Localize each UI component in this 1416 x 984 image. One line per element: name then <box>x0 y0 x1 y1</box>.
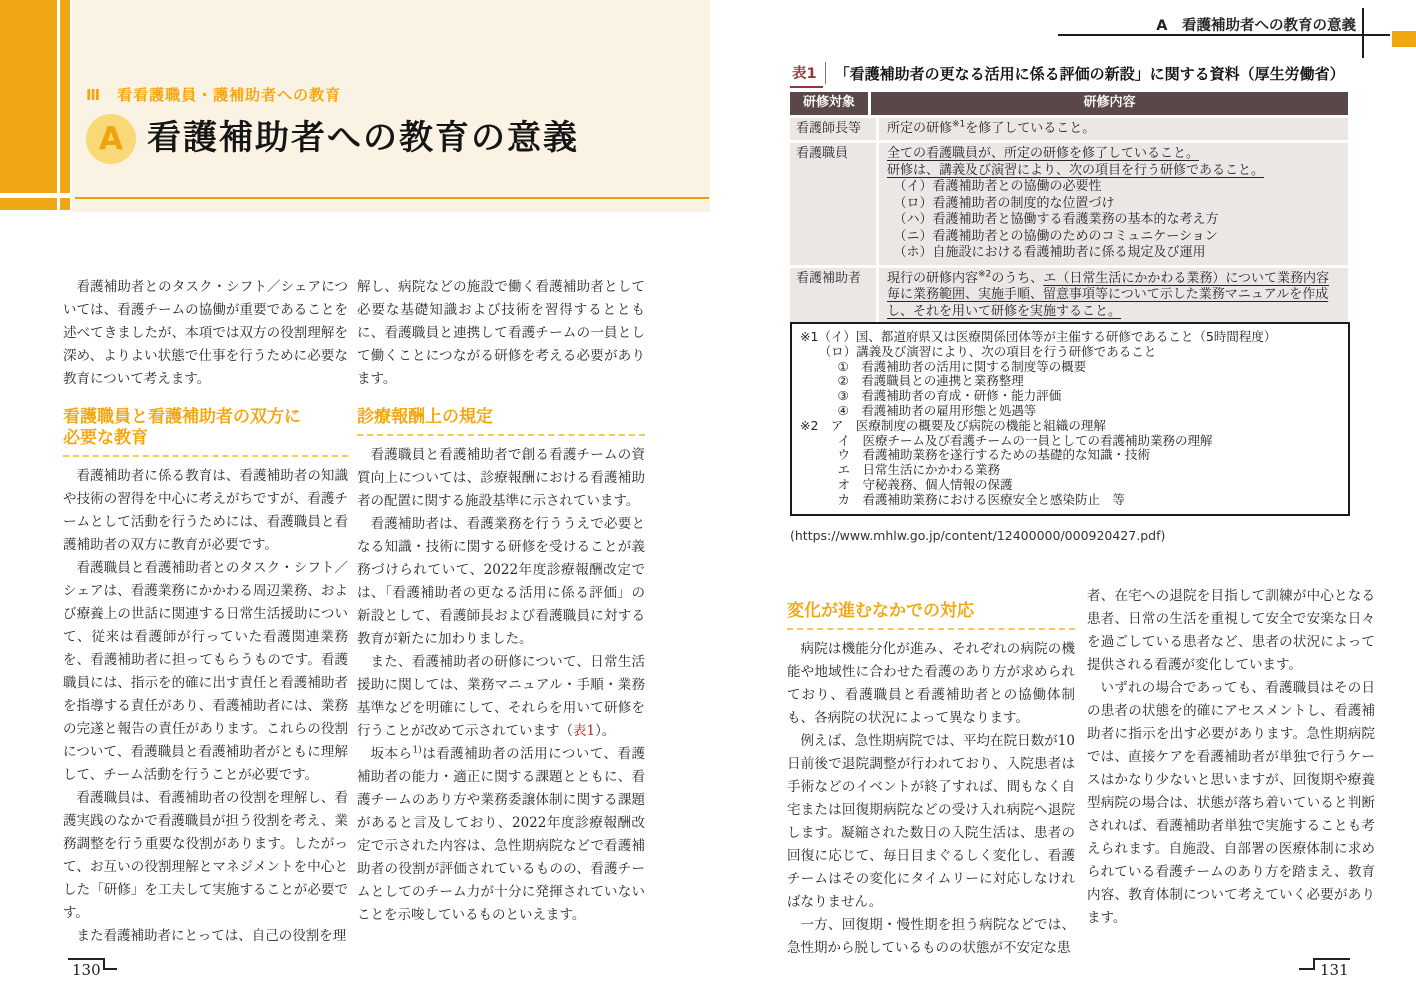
paragraph: 例えば、急性期病院では、平均在院日数が10日前後で退院調整が行われており、入院患者は手術などのイベントが終了すれば、間もなく自宅または回復期病院などの受け入れ病院へ退院します。凝縮された数日の入院生活は、患者の回復に応じて、毎日目まぐるしく変化し、看護チームはその変化にタイムリーに対応しなければなりません。 <box>787 733 1075 910</box>
text-line: カ 看護補助業務における医療安全と感染防止 等 <box>800 491 1126 507</box>
table-reference: 表1 <box>573 723 596 739</box>
page-corner-mark <box>1313 958 1350 960</box>
text-span: また、看護補助者の研修について、日常生活援助に関しては、業務マニュアル・手順・業務基準などを明確にして、それらを用いて研修を行うことが改めて示されています（ <box>357 654 645 739</box>
page-corner-mark <box>103 968 117 970</box>
table-cell-target: 看護補助者 <box>790 268 876 324</box>
text-line: イ 医療チーム及び看護チームの一員としての看護補助業務の理解 <box>800 432 1213 448</box>
table-label: 表1 <box>790 62 823 88</box>
table-footnotes-box <box>790 322 1350 516</box>
chapter-header-panel <box>72 0 710 212</box>
paragraph: 解し、病院などの施設で働く看護補助者として必要な基礎知識および技術を習得するとともに、看護職員と連携して看護チームの一員として働くことにつながる研修を考える必要があります。 <box>357 279 645 387</box>
page-edge-tab <box>1392 31 1416 47</box>
header-underline <box>75 197 709 199</box>
superscript-note: ※2 <box>978 269 992 280</box>
paragraph: 一方、回復期・慢性期を担う病院などでは、急性期から脱しているものの状態が不安定な患 <box>787 917 1075 956</box>
text-span: 坂本ら <box>370 746 413 762</box>
left-page-column-1 <box>63 276 348 948</box>
text-span: 全ての看護職員が、所定の研修を修了していること。 <box>887 146 1200 161</box>
left-page-column-2 <box>357 276 645 927</box>
text-line <box>887 245 1340 262</box>
running-header-divider <box>1362 8 1364 58</box>
text-span: 現行の研修内容 <box>887 270 979 286</box>
table-caption-text: 「看護補助者の更なる活用に係る評価の新設」に関する資料（厚生労働省） <box>825 62 1345 84</box>
table-cell-content <box>879 268 1348 324</box>
paragraph: 看護職員と看護補助者とのタスク・シフト／シェアは、看護業務にかかわる周辺業務、および療養上の世話に関連する日常生活援助について、従来は看護師が行っていた看護関連業務を、看護補助者に担ってもらうものです。看護職員には、指示を的確に出す責任と看護補助者を指導する責任があり、看護補助者には、業務の完遂と報告の責任があります。これらの役割について、看護職員と看護補助者がともに理解して、チーム活動を行うことが必要です。 <box>63 560 348 783</box>
text-span: （ハ）看護補助者と協働する看護業務の基本的な考え方 <box>887 212 1219 227</box>
table-cell-target: 看護師長等 <box>790 118 876 141</box>
section-badge-circle <box>86 114 136 164</box>
source-url: (https://www.mhlw.go.jp/content/12400000/000920427.pdf) <box>790 528 1166 543</box>
tab-divider-horizontal <box>0 193 70 198</box>
text-line <box>887 121 1340 138</box>
page-corner-mark <box>68 958 105 960</box>
text-line <box>887 271 1340 321</box>
superscript-note: 1) <box>412 745 422 756</box>
superscript-note: ※1 <box>952 119 966 130</box>
text-span: （ニ）看護補助者との協働のためのコミュニケーション <box>887 228 1218 244</box>
text-line: ※2 ア 医療制度の概要及び病院の機能と組織の理解 <box>800 417 1106 433</box>
right-page-column-2 <box>1087 585 1375 930</box>
heading-line: 必要な教育 <box>63 428 148 448</box>
table-cell-content <box>879 143 1348 265</box>
text-line: エ 日常生活にかかわる業務 <box>800 462 1001 478</box>
text-span: 所定の研修 <box>887 120 953 136</box>
heading-line: 看護職員と看護補助者の双方に <box>63 407 301 427</box>
text-line: （ロ）講義及び演習により、次の項目を行う研修であること <box>800 343 1157 359</box>
chapter-label: Ⅲ 看看護職員・護補助者への教育 <box>86 86 342 104</box>
paragraph: 看護職員と看護補助者で創る看護チームの資質向上については、診療報酬における看護補助者の配置に関する施設基準に示されています。 <box>357 447 645 509</box>
table-header-target: 研修対象 <box>790 92 868 115</box>
table-cell-target: 看護職員 <box>790 143 876 265</box>
text-line: ウ 看護補助業務を遂行するための基礎的な知識・技術 <box>800 447 1151 463</box>
page-corner-mark <box>1299 968 1315 970</box>
table-cell-content <box>879 118 1348 141</box>
running-header: A 看護補助者への教育の意義 <box>1156 18 1356 34</box>
text-line: オ 守秘義務、個人情報の保護 <box>800 476 1013 492</box>
text-line <box>887 229 1340 246</box>
text-span: （ホ）自施設における看護補助者に係る規定及び運用 <box>887 245 1206 260</box>
table-row <box>790 118 1348 141</box>
text-span: 研修は、講義及び演習により、次の項目を行う研修であること。 <box>887 162 1265 178</box>
text-span: エ（日常生活にかかわる業務）について業務内容毎に業務範囲、実施手順、留意事項等について示した業務マニュアルを作成し、それを用いて研修を実施すること。 <box>887 270 1330 319</box>
page-number-left: 130 <box>72 961 101 979</box>
table-row <box>790 143 1348 265</box>
paragraph: 病院は機能分化が進み、それぞれの病院の機能や地域性に合わせた看護のあり方が求められており、看護職員と看護補助者との協働体制も、各病院の状況によって異なります。 <box>787 641 1075 726</box>
paragraph: 看護補助者は、看護業務を行ううえで必要となる知識・技術に関する研修を受けることが義務づけられていて、2022年度診療報酬改定では、「看護補助者の更なる活用に係る評価」の新設として、看護師長および看護職員に対する教育が新たに加わりました。 <box>357 516 645 647</box>
page-number-right: 131 <box>1320 961 1349 979</box>
section-badge-letter: A <box>99 121 123 157</box>
paragraph: 看護補助者に係る教育は、看護補助者の知識や技術の習得を中心に考えがちですが、看護チームとして活動を行うためには、看護職員と看護補助者の双方に教育が必要です。 <box>63 468 348 553</box>
text-line <box>887 163 1340 180</box>
section-heading-both-education <box>63 407 348 457</box>
section-heading-reimbursement: 診療報酬上の規定 <box>357 407 645 436</box>
section-title: 看護補助者への教育の意義 <box>147 118 579 158</box>
text-line: ② 看護職員との連携と業務整理 <box>800 373 1024 389</box>
text-span: は看護補助者の活用について、看護補助者の能力・適正に関する課題とともに、看護チームのあり方や業務委譲体制に関する課題があると言及しており、2022年度診療報酬改定で示された内容は、急性期病院などで看護補助者の役割が評価されているものの、看護チームとしてのチーム力が十分に発揮されていないことを示唆しているものといえます。 <box>357 746 645 923</box>
table-caption <box>790 62 1345 88</box>
tab-divider-vertical <box>57 0 60 210</box>
paragraph: 者、在宅への退院を目指して訓練が中心となる患者、日常の生活を重視して安全で安楽な日々を過ごしている患者など、患者の状況によって提供される看護が変化しています。 <box>1087 588 1375 673</box>
paragraph <box>357 651 645 743</box>
text-line <box>887 179 1340 196</box>
paragraph <box>357 743 645 927</box>
text-line <box>887 212 1340 229</box>
text-span: （ロ）看護補助者の制度的な位置づけ <box>887 195 1115 211</box>
table-row <box>790 268 1348 324</box>
paragraph: いずれの場合であっても、看護職員はその日の患者の状態を的確にアセスメントし、看護補助者に指示を出す必要があります。急性期病院では、直接ケアを看護補助者が単独で行うケースはかなり少ないと思いますが、回復期や療養型病院の場合は、状態が落ち着いていると判断されれば、看護補助者単独で実施することも考えられます。自施設、自部署の医療体制に求められている看護チームのあり方を踏まえ、教育内容、教育体制について考えていく必要があります。 <box>1087 680 1375 926</box>
text-line: ④ 看護補助者の雇用形態と処遇等 <box>800 402 1037 418</box>
section-heading-change: 変化が進むなかでの対応 <box>787 601 1075 630</box>
table-header-content: 研修内容 <box>871 92 1348 115</box>
right-page-column-1 <box>787 585 1075 960</box>
table-header-row <box>790 92 1348 115</box>
text-span: （イ）看護補助者との協働の必要性 <box>887 179 1102 194</box>
text-line <box>887 196 1340 213</box>
table-1 <box>790 92 1348 326</box>
chapter-tab-block <box>0 0 70 210</box>
text-line: ※1（イ）国、都道府県又は医療関係団体等が主催する研修であること（5時間程度） <box>800 329 1277 344</box>
text-span: のうち、 <box>991 270 1044 286</box>
paragraph: また看護補助者にとっては、自己の役割を理 <box>76 928 347 944</box>
text-line <box>887 146 1340 163</box>
text-span: ）。 <box>595 723 616 739</box>
text-line: ① 看護補助者の活用に関する制度等の概要 <box>800 358 1087 374</box>
text-line: ③ 看護補助者の育成・研修・能力評価 <box>800 388 1062 404</box>
paragraph: 看護職員は、看護補助者の役割を理解し、看護実践のなかで看護職員が担う役割を考え、業務調整を行う重要な役割があります。したがって、お互いの役割理解とマネジメントを中心とした「研修」を工夫して実施することが必要です。 <box>63 790 348 921</box>
text-span: を修了していること。 <box>965 120 1096 136</box>
paragraph: 看護補助者とのタスク・シフト／シェアについては、看護チームの協働が重要であることを述べてきましたが、本項では双方の役割理解を深め、よりよい状態で仕事を行うために必要な教育について考えます。 <box>63 279 348 387</box>
running-header-rule <box>1058 34 1390 36</box>
